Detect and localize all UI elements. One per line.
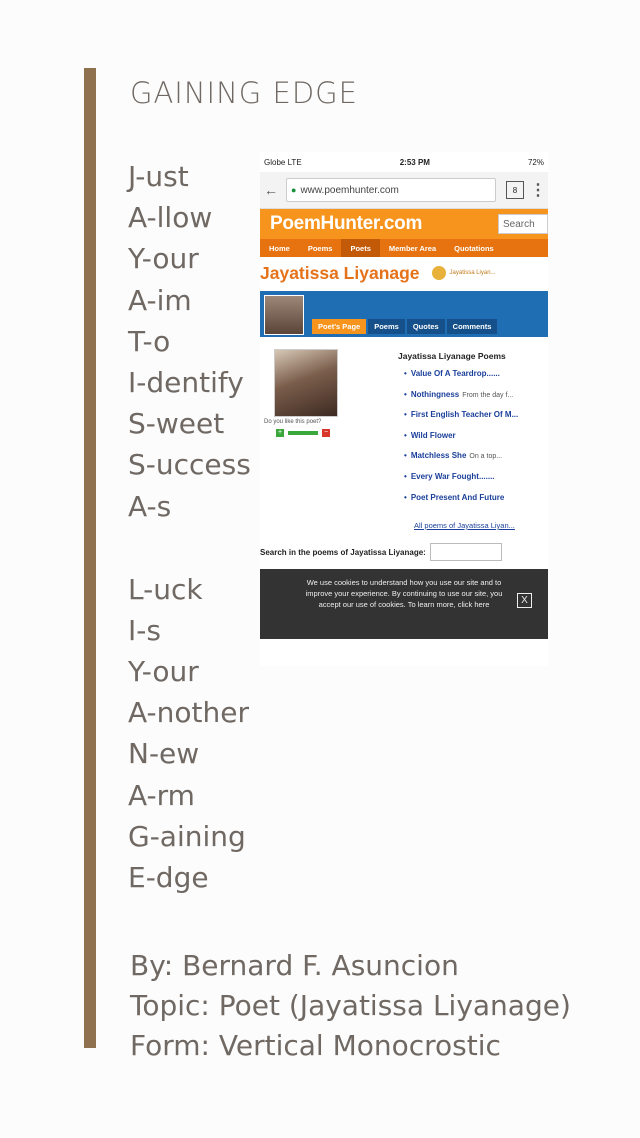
poem-search-row [260, 537, 548, 567]
site-nav [260, 239, 548, 257]
poem-line: Y-our [128, 242, 199, 276]
poem-snippet: On a top... [469, 453, 503, 461]
bullet-icon: • [404, 430, 407, 440]
poem-line: A-rm [128, 778, 195, 812]
poem-title-text: Poet Present And Future [410, 492, 505, 502]
poem-link[interactable] [404, 369, 521, 390]
nav-item-member-area[interactable]: Member Area [388, 243, 437, 253]
topic-line: Topic: Poet (Jayatissa Liyanage) [130, 989, 571, 1022]
carrier-label: Globe LTE [264, 157, 302, 167]
tab-switcher-icon[interactable]: 8 [506, 181, 524, 199]
site-search-input[interactable]: Search [498, 214, 548, 234]
plus-icon[interactable]: + [277, 429, 283, 436]
poem-search-input[interactable] [430, 543, 502, 561]
cookie-notice [260, 569, 548, 639]
bullet-icon: • [404, 369, 407, 378]
poem-link[interactable] [404, 390, 521, 411]
poem-link[interactable] [404, 472, 521, 493]
author-line: By: Bernard F. Asuncion [130, 949, 459, 982]
poet-header [260, 257, 548, 289]
poem-snippet: From the day f... [462, 391, 514, 399]
poem-link[interactable] [404, 410, 521, 431]
poem-title: GAINING EDGE [130, 76, 358, 110]
poet-thumbnail [264, 295, 304, 335]
poem-link[interactable] [404, 451, 521, 472]
site-header [260, 209, 548, 239]
site-logo[interactable]: PoemHunter.com [270, 213, 423, 234]
poem-line: T-o [128, 324, 171, 358]
poem-search-label: Search in the poems of Jayatissa Liyanage: [260, 547, 426, 557]
poem-line: S-weet [128, 407, 225, 441]
poet-photo [274, 349, 338, 417]
tab-quotes[interactable]: Quotes [407, 319, 445, 334]
poem-line: A-llow [128, 201, 213, 235]
browser-toolbar [260, 172, 548, 209]
poem-title-text: Value Of A Teardrop...... [410, 369, 500, 378]
poem-line: I-dentify [128, 365, 244, 399]
poem-link[interactable] [404, 493, 521, 514]
url-text: www.poemhunter.com [300, 184, 399, 196]
poem-line: I-s [128, 613, 161, 647]
poet-badge-text: Jayatissa Liyan... [449, 270, 496, 276]
poem-line: G-aining [128, 819, 246, 853]
bullet-icon: • [404, 389, 407, 399]
embedded-screenshot [260, 152, 548, 666]
nav-item-home[interactable]: Home [269, 243, 290, 253]
poem-title-text: Matchless She [410, 451, 467, 461]
poem-title-text: First English Teacher Of M... [410, 410, 519, 420]
stanza-break [128, 527, 251, 569]
poem-title-text: Wild Flower [410, 430, 456, 440]
nav-item-poems[interactable]: Poems [307, 243, 333, 253]
profile-band [260, 291, 548, 337]
poem-link[interactable] [404, 431, 521, 452]
rating-bar [276, 429, 330, 437]
bullet-icon: • [404, 471, 407, 481]
battery-label: 72% [527, 157, 544, 167]
poem-line: N-ew [128, 737, 200, 771]
poem-title-text: Nothingness [410, 389, 460, 399]
lock-icon: ● [291, 185, 297, 195]
tab-comments[interactable]: Comments [447, 319, 498, 334]
form-line: Form: Vertical Monocrostic [130, 1029, 501, 1062]
poem-line: S-uccess [128, 448, 251, 482]
rating-question: Do you like this poet? [264, 419, 322, 425]
more-menu-icon[interactable]: ⋮ [530, 182, 546, 199]
poem-line: Y-our [128, 655, 199, 689]
address-bar[interactable] [286, 178, 496, 202]
poet-content [260, 337, 548, 537]
bullet-icon: • [404, 451, 407, 461]
poem-line: E-dge [128, 861, 209, 894]
poem-body [128, 156, 251, 898]
poet-badge-icon [432, 266, 446, 280]
poems-heading: Jayatissa Liyanage Poems [398, 351, 506, 361]
nav-item-quotations[interactable]: Quotations [454, 243, 494, 253]
minus-icon[interactable]: − [323, 429, 329, 436]
poet-name: Jayatissa Liyanage [260, 262, 420, 283]
credits [130, 946, 571, 1066]
cookie-text: We use cookies to understand how you use our site and to improve your experience. By continuing to use our site, you accept our use of cookies. To learn more, click here [305, 578, 503, 609]
clock-label: 2:53 PM [399, 157, 430, 167]
tab-poets-page[interactable]: Poet's Page [312, 319, 366, 334]
accent-bar [84, 68, 96, 1048]
poem-title-text: Every War Fought....... [410, 471, 495, 481]
nav-item-poets[interactable]: Poets [341, 239, 379, 257]
profile-tabs [312, 319, 499, 334]
bullet-icon: • [404, 492, 407, 502]
bullet-icon: • [404, 410, 407, 420]
close-icon[interactable]: X [517, 593, 532, 608]
poem-line: A-nother [128, 696, 249, 730]
rating-track [288, 431, 318, 435]
all-poems-link[interactable]: All poems of Jayatissa Liyan... [414, 521, 515, 530]
poem-line: A-im [128, 283, 192, 317]
status-bar [260, 152, 548, 172]
poem-line: J-ust [128, 160, 189, 193]
poem-line: A-s [128, 489, 172, 523]
back-arrow-icon[interactable]: ← [264, 182, 278, 198]
poem-line: L-uck [128, 572, 203, 606]
poem-list [404, 369, 521, 513]
tab-poems[interactable]: Poems [368, 319, 405, 334]
